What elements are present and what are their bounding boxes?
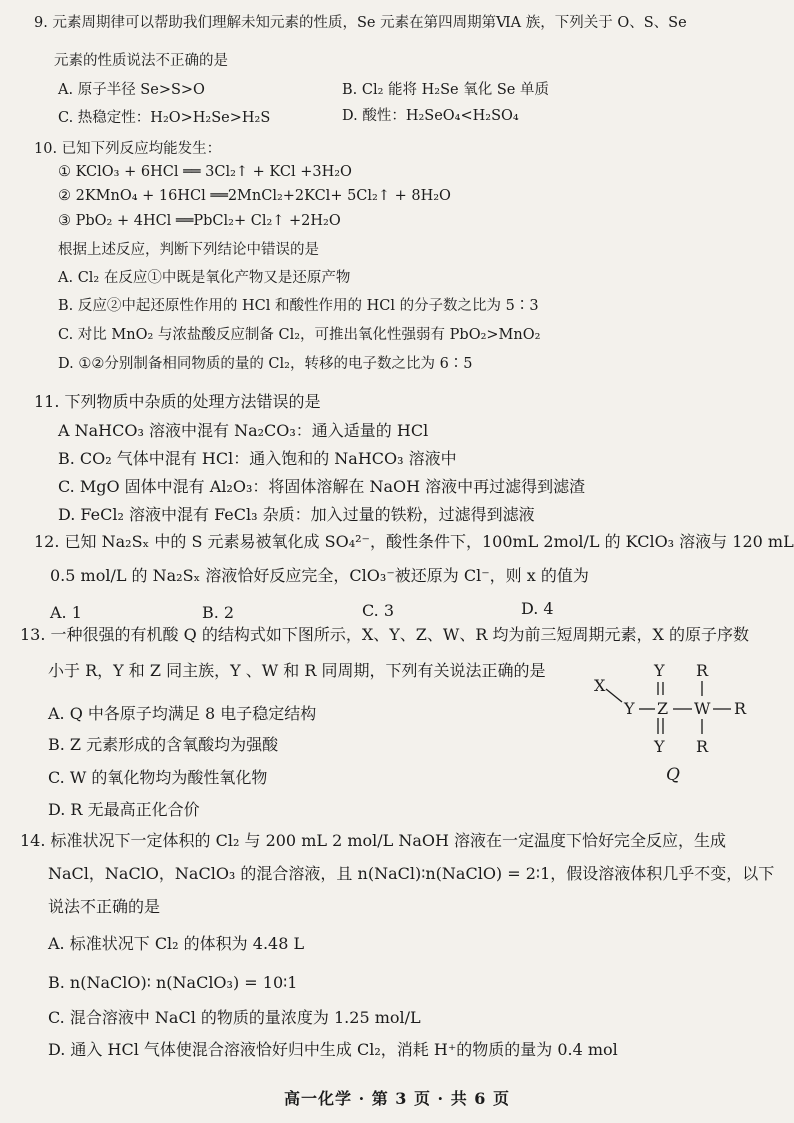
q13-option-c: C. W 的氧化物均为酸性氧化物 [48,768,268,787]
atom-y-left: Y [624,699,635,718]
q11-option-a: A NaHCO₃ 溶液中混有 Na₂CO₃：通入适量的 HCl [58,421,429,440]
q14-stem-line1: 14. 标准状况下一定体积的 Cl₂ 与 200 mL 2 mol/L NaOH 溶液在一定温度下恰好完全反应，生成 [20,831,727,850]
q14-stem-line2: NaCl，NaClO，NaClO₃ 的混合溶液，且 n(NaCl)∶n(NaClO) = 2∶1，假设溶液体积几乎不变，以下 [48,864,775,883]
q12-option-d: D. 4 [521,599,554,618]
structure-caption: Q [666,765,680,785]
q13-structure-diagram [586,656,766,788]
q13-option-a: A. Q 中各原子均满足 8 电子稳定结构 [48,704,317,723]
q10-option-b: B. 反应②中起还原性作用的 HCl 和酸性作用的 HCl 的分子数之比为 5∶3 [58,298,539,314]
q12-stem-line1: 12. 已知 Na₂Sₓ 中的 S 元素易被氧化成 SO₄²⁻，酸性条件下，100mL 2mol/L 的 KClO₃ 溶液与 120 mL [34,532,794,551]
q11-option-b: B. CO₂ 气体中混有 HCl：通入饱和的 NaHCO₃ 溶液中 [58,449,457,468]
q10-option-d: D. ①②分别制备相同物质的量的 Cl₂，转移的电子数之比为 6∶5 [58,356,473,372]
atom-w: W [694,699,711,718]
q14-option-d: D. 通入 HCl 气体使混合溶液恰好归中生成 Cl₂，消耗 H⁺的物质的量为 0.4 mol [48,1040,618,1059]
q9-option-c: C. 热稳定性：H₂O>H₂Se>H₂S [58,110,271,126]
q14-option-b: B. n(NaClO)∶ n(NaClO₃) = 10∶1 [48,973,298,992]
q12-option-c: C. 3 [362,601,395,620]
q13-option-b: B. Z 元素形成的含氧酸均为强酸 [48,735,279,754]
atom-y-bottom: Y [654,737,665,756]
atom-x: X [594,676,606,695]
q14-option-c: C. 混合溶液中 NaCl 的物质的量浓度为 1.25 mol/L [48,1008,421,1027]
q10-option-a: A. Cl₂ 在反应①中既是氧化产物又是还原产物 [58,270,351,286]
q9-option-b: B. Cl₂ 能将 H₂Se 氧化 Se 单质 [342,82,549,98]
q12-option-b: B. 2 [202,603,235,622]
q10-reaction-1: ① KClO₃ + 6HCl ══ 3Cl₂↑ + KCl +3H₂O [58,164,352,180]
q13-stem-line2: 小于 R，Y 和 Z 同主族，Y 、W 和 R 同周期，下列有关说法正确的是 [48,661,546,680]
q11-option-d: D. FeCl₂ 溶液中混有 FeCl₃ 杂质：加入过量的铁粉，过滤得到滤液 [58,505,535,524]
atom-r-right: R [734,699,747,718]
q13-stem-line1: 13. 一种很强的有机酸 Q 的结构式如下图所示，X、Y、Z、W、R 均为前三短周期元素，X 的原子序数 [20,625,749,644]
q14-option-a: A. 标准状况下 Cl₂ 的体积为 4.48 L [48,934,305,953]
atom-r-bottom: R [696,737,709,756]
q10-reaction-3: ③ PbO₂ + 4HCl ══PbCl₂+ Cl₂↑ +2H₂O [58,213,341,229]
q10-stem: 10. 已知下列反应均能发生： [34,141,222,157]
q10-option-c: C. 对比 MnO₂ 与浓盐酸反应制备 Cl₂，可推出氧化性强弱有 PbO₂>MnO₂ [58,327,541,343]
q10-question: 根据上述反应，判断下列结论中错误的是 [58,242,319,258]
q12-stem-line2: 0.5 mol/L 的 Na₂Sₓ 溶液恰好反应完全，ClO₃⁻被还原为 Cl⁻，则 x 的值为 [50,566,589,585]
q9-option-a: A. 原子半径 Se>S>O [58,82,205,98]
q11-option-c: C. MgO 固体中混有 Al₂O₃：将固体溶解在 NaOH 溶液中再过滤得到滤渣 [58,477,586,496]
bond-x-y [606,689,622,702]
page-footer: 高一化学 · 第 3 页 · 共 6 页 [284,1089,510,1108]
q10-reaction-2: ② 2KMnO₄ + 16HCl ══2MnCl₂+2KCl+ 5Cl₂↑ + 8H₂O [58,188,451,204]
atom-r-top: R [696,661,709,680]
q9-stem-line1: 9. 元素周期律可以帮助我们理解未知元素的性质，Se 元素在第四周期第ⅥA 族，下列关于 O、S、Se [34,15,687,31]
q11-stem: 11. 下列物质中杂质的处理方法错误的是 [34,392,321,411]
q14-stem-line3: 说法不正确的是 [48,897,161,916]
atom-z: Z [657,699,669,718]
q9-option-d: D. 酸性：H₂SeO₄<H₂SO₄ [342,108,519,124]
q9-stem-line2: 元素的性质说法不正确的是 [54,53,228,69]
q13-option-d: D. R 无最高正化合价 [48,800,200,819]
atom-y-top: Y [654,661,665,680]
q12-option-a: A. 1 [50,603,82,622]
